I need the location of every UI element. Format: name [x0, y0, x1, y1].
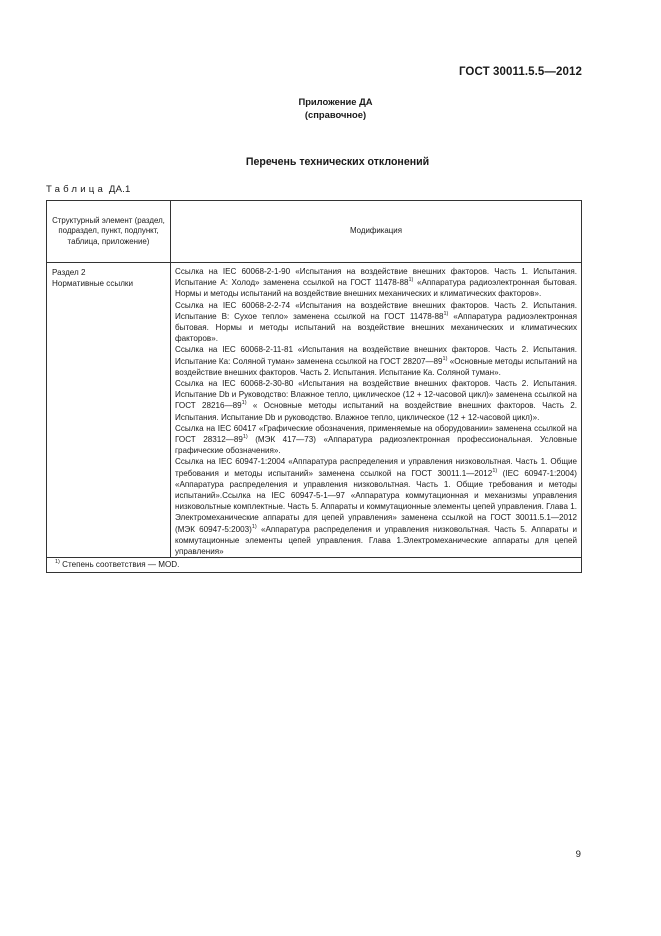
table-caption	[46, 184, 131, 195]
modification-entry: Ссылка на IEC 60068-2-30-80 «Испытания на воздействие внешних факторов. Часть 2. Испытания. Испытание Db и Руководство: Влажное тепло, циклическое (12 + 12-часовой цикл)» заменена ссылкой на ГОСТ 28216—89$^{1)}$ « Основные методы испытаний на воздействие внешних факторов. Часть 2. Испытания. Испытание Db и руководство. Влажное тепло, циклическое (12 + 12-часовой цикл)».	[175, 379, 577, 422]
section-name: Нормативные ссылки	[52, 279, 133, 289]
footnote-ref: 1)	[408, 277, 414, 284]
footnote-mark: 1)	[55, 559, 60, 566]
table-row	[47, 263, 582, 558]
footnote-ref: 1)	[242, 434, 248, 441]
footnote-ref: 1)	[442, 355, 448, 362]
col-header-modification: Модификация	[171, 201, 582, 263]
footnote-ref: 1)	[241, 400, 247, 407]
modification-entry: Ссылка на IEC 60417 «Графические обозначения, применяемые на оборудовании» заменена ссылкой на ГОСТ 28312—89$^{1)}$ (МЭК 417—73) «Аппаратура радиоэлектронная профессиональная. Условные графические обозначения».	[175, 423, 577, 456]
table-caption-label: Таблица	[46, 184, 107, 195]
col-header-structural-element: Структурный элемент (раздел, подраздел, пункт, подпункт, таблица, приложение)	[47, 201, 171, 263]
footnote-text: Степень соответствия — MOD.	[59, 560, 180, 570]
deviations-table	[46, 200, 582, 573]
footnote-ref: 1)	[251, 523, 257, 530]
appendix-heading	[0, 95, 661, 121]
footnote-ref: 1)	[492, 467, 498, 474]
appendix-title: Приложение ДА	[298, 96, 373, 107]
table-header-row	[47, 201, 582, 263]
table-footnote	[47, 558, 582, 573]
modification-entry: Ссылка на IEC 60947-1:2004 «Аппаратура распределения и управления низковольтная. Часть 1. Общие требования и методы испытаний» заменена ссылкой на ГОСТ 30011.1—2012$^{1)}$ (IEC 60947-1:2004) «Аппаратура распределения и управления низковольтная. Часть 1. Общие требования и методы испытаний».Ссылка на IEC 60947-5-1—97 «Аппаратура коммутационная и механизмы управления низковольтные комплектные. Часть 5. Аппараты и коммутационные элементы цепей управления. Глава 1. Электромеханические аппараты для цепей управления» заменена ссылкой на ГОСТ 30011.5.1—2012 (МЭК 60947-5:2003)$^{1)}$ «Аппаратура распределения и управления низковольтная. Часть 5. Аппараты и коммутационные элементы цепей управления. Глава 1.Электромеханические аппараты для цепей управления»	[175, 457, 577, 557]
modification-entry: Ссылка на IEC 60068-2-1-90 «Испытания на воздействие внешних факторов. Часть 1. Испытания. Испытание А: Холод» заменена ссылкой на ГОСТ 11478-88$^{1)}$ «Аппаратура радиоэлектронная бытовая. Нормы и методы испытаний на воздействие внешних механических и климатических факторов».	[175, 267, 577, 299]
footnote-ref: 1)	[443, 310, 449, 317]
modification-entry: Ссылка на IEC 60068-2-2-74 «Испытания на воздействие внешних факторов. Часть 2. Испытания. Испытание В: Сухое тепло» заменена ссылкой на ГОСТ 11478-88$^{1)}$ «Аппаратура радиоэлектронная бытовая. Нормы и методы испытаний на воздействие внешних механических и климатических факторов».	[175, 300, 577, 344]
standard-code: ГОСТ 30011.5.5—2012	[458, 66, 582, 78]
modification-cell	[171, 263, 582, 558]
structural-element-cell	[47, 263, 171, 558]
page-number: 9	[575, 849, 581, 860]
table-caption-number: ДА.1	[108, 184, 131, 195]
appendix-subtitle: (справочное)	[304, 109, 367, 120]
list-title: Перечень технических отклонений	[245, 156, 430, 168]
modification-entry: Ссылка на IEC 60068-2-11-81 «Испытания на воздействие внешних факторов. Часть 2. Испытания. Испытание Ка: Соляной туман» заменена ссылкой на ГОСТ 28207—89$^{1)}$ «Основные методы испытаний на воздействие внешних факторов. Часть 2. Испытания. Испытание Ка. Соляной туман».	[175, 345, 577, 377]
footnote-row	[47, 558, 582, 573]
section-number: Раздел 2	[52, 268, 86, 277]
